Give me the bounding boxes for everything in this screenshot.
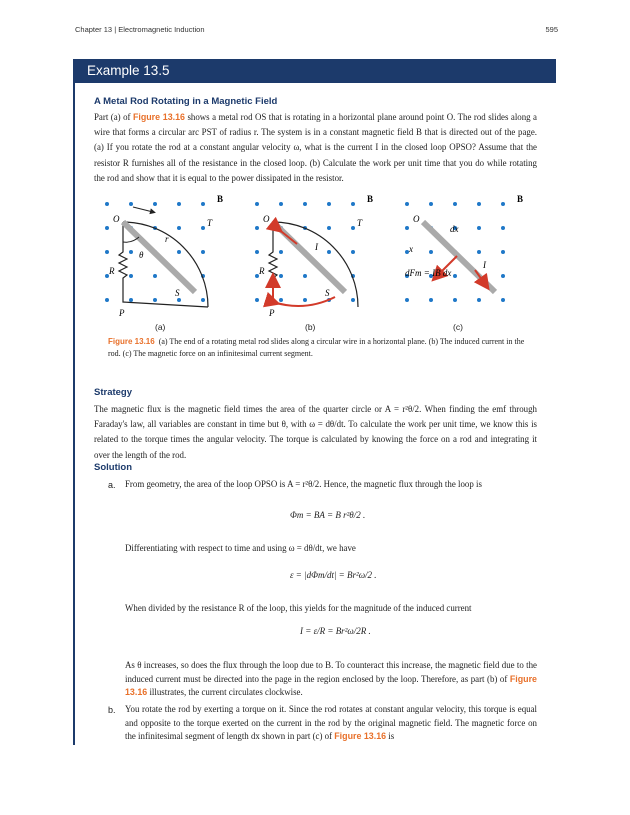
label-T: T bbox=[207, 218, 213, 228]
subfig-c: (c) bbox=[453, 322, 463, 332]
label-B-c: B bbox=[517, 194, 524, 204]
part-a-text-3: When divided by the resistance R of the loop, this yields for the magnitude of the induced current bbox=[125, 603, 472, 613]
label-I-c: I bbox=[483, 260, 486, 270]
label-r: r bbox=[165, 234, 169, 244]
equation-emf: ε = |dΦm/dt| = Br²ω/2 . bbox=[290, 570, 377, 580]
panel-a bbox=[95, 194, 225, 318]
label-R-b: R bbox=[259, 266, 265, 276]
figure-caption: Figure 13.16 (a) The end of a rotating metal rod slides along a circular wire in a horizontal plane. (b) The induced current in the rod. (c) The magnetic force on an infinitesimal current segment. bbox=[108, 337, 525, 358]
label-S: S bbox=[175, 288, 180, 298]
section-title: A Metal Rod Rotating in a Magnetic Field bbox=[94, 96, 278, 107]
label-P: P bbox=[119, 308, 125, 318]
label-O: O bbox=[113, 214, 120, 224]
example-title: Example 13.5 bbox=[87, 63, 170, 78]
label-O-c: O bbox=[413, 214, 420, 224]
chapter-header: Chapter 13 | Electromagnetic Induction bbox=[75, 25, 205, 34]
label-theta: θ bbox=[139, 250, 144, 260]
figure-drawing bbox=[95, 192, 535, 342]
figure-link-3[interactable]: Figure 13.16 bbox=[334, 731, 387, 741]
figure-link[interactable]: Figure 13.16 bbox=[132, 112, 185, 122]
figure-13-16 bbox=[95, 192, 535, 347]
subfig-b: (b) bbox=[305, 322, 316, 332]
part-a-text-1: From geometry, the area of the loop OPSO is A = r²θ/2. Hence, the magnetic flux through the loop is bbox=[125, 479, 482, 489]
part-b-mark: b. bbox=[108, 705, 116, 715]
part-a-mark: a. bbox=[108, 480, 116, 490]
label-B-a: B bbox=[217, 194, 224, 204]
equation-current: I = ε/R = Br²ω/2R . bbox=[300, 626, 371, 636]
label-T-b: T bbox=[357, 218, 363, 228]
equation-flux: Φm = BA = B r²θ/2 . bbox=[290, 510, 366, 520]
figure-link-2[interactable]: Figure 13.16 bbox=[125, 673, 537, 697]
label-R: R bbox=[109, 266, 115, 276]
label-P-b: P bbox=[269, 308, 275, 318]
strategy-text: The magnetic flux is the magnetic field times the area of the quarter circle or A = r²θ/2. When finding the emf through Faraday's law, all variables are constant in time but θ, with ω = dθ/dt. To calculate the work per unit time, we know this is related to the torque times the angular velocity. The torque is calculated by knowing the force on a rod and integrating it over the length of the rod. bbox=[94, 404, 537, 460]
example-banner bbox=[73, 59, 556, 83]
panel-c bbox=[395, 194, 525, 312]
label-O-b: O bbox=[263, 214, 270, 224]
solution-title: Solution bbox=[94, 462, 132, 473]
page-number: 595 bbox=[545, 25, 558, 34]
label-dF: dFm = IB dx bbox=[405, 268, 452, 278]
subfig-a: (a) bbox=[155, 322, 166, 332]
label-dx: dx bbox=[450, 224, 459, 234]
strategy-title: Strategy bbox=[94, 387, 133, 398]
part-a-text-2: Differentiating with respect to time and using ω = dθ/dt, we have bbox=[125, 543, 356, 553]
part-b-text: You rotate the rod by exerting a torque on it. Since the rod rotates at constant angular velocity, this torque is equal and opposite to the torque exerted on the current in the rod by the original magnetic field. The magnetic force on the infinitesimal segment of length dx shown in part (c) of Figure 13.16 is bbox=[125, 704, 537, 741]
label-x: x bbox=[409, 244, 413, 254]
problem-statement: Part (a) of Figure 13.16 shows a metal rod OS that is rotating in a horizontal plane around point O. The rod slides along a wire that forms a circular arc PST of radius r. The system is in a constant magnetic field B that is directed out of the page. (a) If you rotate the rod at a constant angular velocity ω, what is the current I in the closed loop OPSO? Assume that the resistor R furnishes all of the resistance in the closed loop. (b) Calculate the work per unit time that you do while rotating the rod and show that it is equal to the power dissipated in the resistor. bbox=[94, 112, 537, 183]
part-a-text-4: As θ increases, so does the flux through the loop due to B. To counteract this increase, the magnetic field due to the induced current must be directed into the page in the region enclosed by the loop. Therefore, as part (b) of Figure 13.16 illustrates, the current circulates clockwise. bbox=[125, 660, 537, 697]
example-side-bar bbox=[73, 83, 75, 745]
label-I-b: I bbox=[315, 242, 318, 252]
panel-b bbox=[245, 194, 375, 318]
label-S-b: S bbox=[325, 288, 330, 298]
label-B-b: B bbox=[367, 194, 374, 204]
